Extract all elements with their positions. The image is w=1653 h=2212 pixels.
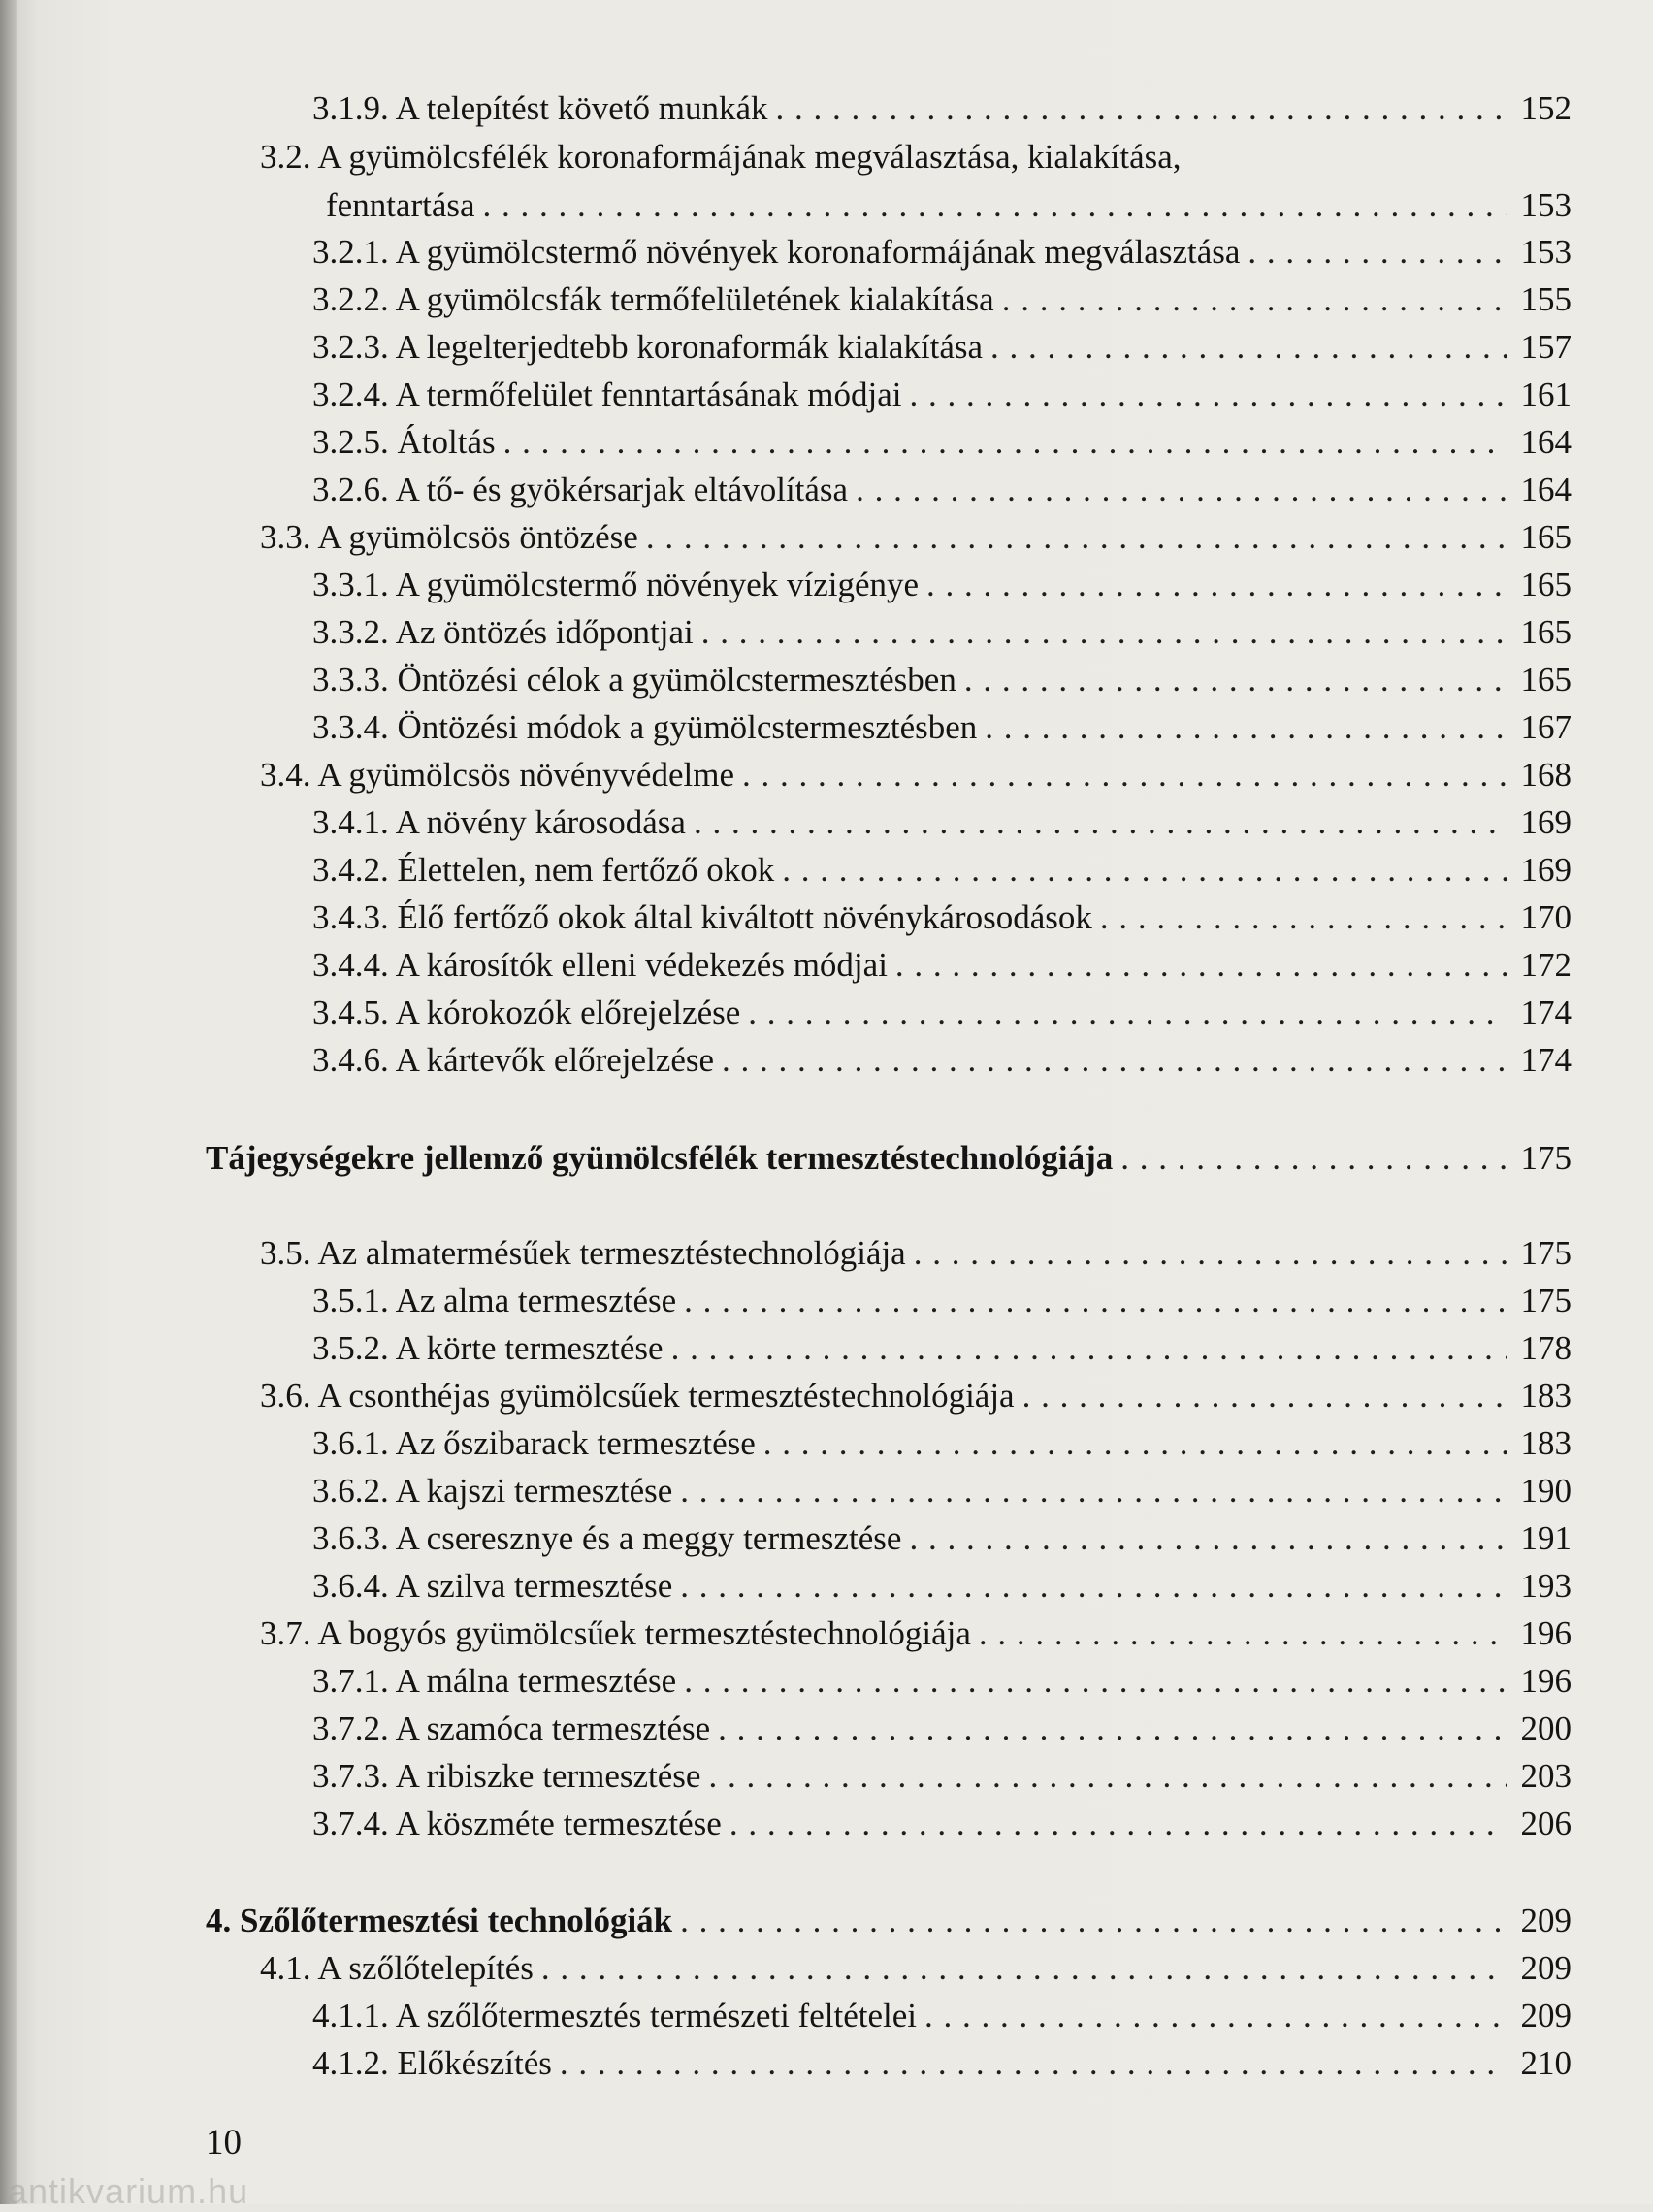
dot-leader [1022, 1373, 1507, 1419]
dot-leader [776, 85, 1507, 132]
toc-chapter-entry[interactable] [206, 1898, 1572, 1944]
dot-leader [646, 514, 1507, 561]
toc-entry-title: 3.5. Az almatermésűek termesztéstechnológiája [260, 1234, 906, 1272]
toc-entry[interactable] [260, 1610, 1572, 1657]
toc-entry-page: 161 [1520, 375, 1572, 413]
toc-entry-page: 175 [1520, 1139, 1572, 1177]
dot-leader [1120, 1135, 1507, 1182]
toc-entry-title: 3.1.9. A telepítést követő munkák [312, 89, 768, 127]
toc-entry-title: 3.2.6. A tő- és gyökérsarjak eltávolítása [312, 471, 849, 508]
toc-entry[interactable] [260, 1945, 1572, 1992]
dot-leader [895, 942, 1507, 989]
toc-entry[interactable] [312, 704, 1572, 751]
dot-leader [926, 562, 1507, 608]
toc-entry-title: 3.7.3. A ribiszke termesztése [312, 1757, 701, 1795]
dot-leader [560, 2040, 1507, 2087]
toc-entry-page: 190 [1520, 1472, 1572, 1510]
dot-leader [742, 752, 1507, 798]
dot-leader [671, 1325, 1507, 1372]
dot-leader [503, 419, 1507, 466]
toc-entry[interactable] [260, 752, 1572, 798]
toc-chapter-entry[interactable] [206, 1135, 1572, 1182]
toc-entry-page: 170 [1520, 898, 1572, 936]
toc-entry-title: 3.6.2. A kajszi termesztése [312, 1472, 673, 1510]
toc-entry-title: 3.2.1. A gyümölcstermő növények koronaformájának megválasztása [312, 233, 1241, 271]
toc-entry[interactable] [312, 419, 1572, 466]
toc-entry-page: 174 [1520, 1041, 1572, 1079]
toc-entry-title: 3.7.1. A málna termesztése [312, 1662, 677, 1700]
toc-entry-page: 209 [1520, 1902, 1572, 1939]
toc-entry-page: 153 [1520, 233, 1572, 271]
toc-entry-page: 165 [1520, 566, 1572, 603]
toc-entry-page: 165 [1520, 613, 1572, 651]
toc-entry-page: 152 [1520, 89, 1572, 127]
toc-entry[interactable] [312, 85, 1572, 132]
dot-leader [483, 182, 1507, 229]
toc-entry-page: 175 [1520, 1234, 1572, 1272]
toc-entry-title: 3.4.4. A károsítók elleni védekezés módjai [312, 946, 888, 984]
toc-entry-page: 155 [1520, 280, 1572, 318]
toc-entry[interactable] [312, 229, 1572, 276]
toc-entry-page: 206 [1520, 1805, 1572, 1842]
toc-entry-page: 165 [1520, 518, 1572, 556]
toc-entry[interactable] [312, 467, 1572, 513]
toc-entry-page: 183 [1520, 1424, 1572, 1462]
toc-entry-page: 203 [1520, 1757, 1572, 1795]
toc-entry[interactable] [312, 276, 1572, 323]
toc-entry-page: 191 [1520, 1519, 1572, 1557]
toc-entry-title: 3.5.2. A körte termesztése [312, 1329, 664, 1367]
dot-leader [680, 1468, 1507, 1514]
dot-leader [909, 1515, 1507, 1562]
toc-entry-title: fenntartása [326, 186, 475, 224]
toc-entry[interactable] [312, 895, 1572, 941]
dot-leader [708, 1753, 1507, 1800]
dot-leader [729, 1801, 1507, 1847]
toc-entry[interactable] [312, 1993, 1572, 2039]
dot-leader [979, 1610, 1507, 1657]
toc-entry-title: 4.1. A szőlőtelepítés [260, 1949, 534, 1987]
toc-entry-title: 3.6.4. A szilva termesztése [312, 1567, 673, 1605]
dot-leader [964, 657, 1507, 703]
dot-leader [748, 990, 1507, 1036]
toc-entry-page: 209 [1520, 1997, 1572, 2034]
toc-entry-page: 193 [1520, 1567, 1572, 1605]
toc-entry-title: 3.7. A bogyós gyümölcsűek termesztéstechnológiája [260, 1614, 971, 1652]
dot-leader [541, 1945, 1507, 1992]
dot-leader [909, 372, 1507, 418]
toc-entry[interactable] [312, 1801, 1572, 1847]
dot-leader [694, 799, 1507, 846]
dot-leader [763, 1420, 1507, 1467]
toc-entry-title: Tájegységekre jellemző gyümölcsfélék termesztéstechnológiája [206, 1139, 1114, 1177]
toc-entry-title: 3.7.2. A szamóca termesztése [312, 1709, 711, 1747]
dot-leader [701, 609, 1507, 656]
toc-entry-title: 3.2.5. Átoltás [312, 423, 496, 461]
toc-entry-page: 167 [1520, 708, 1572, 746]
toc-entry-title: 3.5.1. Az alma termesztése [312, 1282, 677, 1319]
toc-entry-page: 175 [1520, 1282, 1572, 1319]
dot-leader [722, 1037, 1507, 1084]
dot-leader [680, 1563, 1507, 1610]
toc-entry-page: 169 [1520, 851, 1572, 889]
toc-entry-title: 3.3.4. Öntözési módok a gyümölcstermesztésben [312, 708, 978, 746]
toc-entry-page: 165 [1520, 661, 1572, 699]
toc-entry[interactable] [260, 1230, 1572, 1277]
toc-entry-title: 3.7.4. A köszméte termesztése [312, 1805, 722, 1842]
toc-entry-title: 3.6.1. Az őszibarack termesztése [312, 1424, 756, 1462]
toc-entry[interactable] [312, 1706, 1572, 1752]
page-number: 10 [206, 2123, 242, 2163]
dot-leader [914, 1230, 1507, 1277]
toc-entry[interactable] [312, 1515, 1572, 1562]
dot-leader [1248, 229, 1507, 276]
dot-leader [718, 1706, 1507, 1752]
toc-entry-title: 3.4. A gyümölcsös növényvédelme [260, 756, 734, 794]
toc-entry[interactable] [326, 182, 1572, 229]
toc-entry[interactable] [312, 324, 1572, 371]
toc-entry[interactable] [312, 562, 1572, 608]
toc-entry-title: 3.2.3. A legelterjedtebb koronaformák kialakítása [312, 328, 984, 366]
toc-entry-page: 200 [1520, 1709, 1572, 1747]
toc-entry-title: 4.1.1. A szőlőtermesztés természeti feltételei [312, 1997, 917, 2034]
toc-entry[interactable] [312, 2040, 1572, 2087]
toc-entry-page: 210 [1520, 2044, 1572, 2082]
toc-entry[interactable] [312, 1278, 1572, 1324]
toc-entry-page: 168 [1520, 756, 1572, 794]
toc-entry-title: 4.1.2. Előkészítés [312, 2044, 552, 2082]
toc-entry[interactable] [312, 1658, 1572, 1705]
toc-entry-page: 196 [1520, 1662, 1572, 1700]
toc-entry-title: 3.2.4. A termőfelület fenntartásának módjai [312, 375, 902, 413]
dot-leader [680, 1898, 1507, 1944]
toc-entry-page: 153 [1520, 186, 1572, 224]
dot-leader [782, 847, 1507, 894]
toc-entry-title: 3.2.2. A gyümölcsfák termőfelületének kialakítása [312, 280, 994, 318]
toc-entry-title: 3.4.1. A növény károsodása [312, 803, 686, 841]
toc-entry-title: 3.6. A csonthéjas gyümölcsűek termesztéstechnológiája [260, 1377, 1015, 1415]
toc-entry[interactable] [312, 657, 1572, 703]
toc-entry[interactable] [312, 1563, 1572, 1610]
toc-entry-page: 172 [1520, 946, 1572, 984]
toc-entry-page: 164 [1520, 423, 1572, 461]
toc-entry-title: 3.4.5. A kórokozók előrejelzése [312, 993, 741, 1031]
toc-entry-page: 157 [1520, 328, 1572, 366]
toc-entry[interactable] [312, 609, 1572, 656]
toc-entry[interactable] [312, 1468, 1572, 1514]
toc-entry[interactable] [312, 847, 1572, 894]
toc-entry-title: 3.3.1. A gyümölcstermő növények vízigénye [312, 566, 920, 603]
dot-leader [1002, 276, 1507, 323]
toc-entry-page: 209 [1520, 1949, 1572, 1987]
dot-leader [985, 704, 1507, 751]
toc-entry[interactable] [312, 372, 1572, 418]
toc-entry[interactable] [312, 799, 1572, 846]
dot-leader [684, 1278, 1507, 1324]
toc-entry[interactable] [260, 1373, 1572, 1419]
toc-entry-title: 3.4.3. Élő fertőző okok által kiváltott növénykárosodások [312, 898, 1092, 936]
toc-entry-title-wrapped[interactable]: 3.2. A gyümölcsfélék koronaformájának megválasztása, kialakítása, [260, 138, 1182, 176]
toc-entry-title: 3.3.2. Az öntözés időpontjai [312, 613, 694, 651]
toc-entry-title: 4. Szőlőtermesztési technológiák [206, 1902, 673, 1939]
toc-entry[interactable] [312, 1420, 1572, 1467]
toc-entry-page: 196 [1520, 1614, 1572, 1652]
dot-leader [924, 1993, 1507, 2039]
dot-leader [856, 467, 1507, 513]
dot-leader [1100, 895, 1507, 941]
toc-entry[interactable] [312, 942, 1572, 989]
toc-entry-title: 3.6.3. A cseresznye és a meggy termesztése [312, 1519, 902, 1557]
toc-entry[interactable] [312, 1753, 1572, 1800]
toc-entry[interactable] [312, 990, 1572, 1036]
toc-entry[interactable] [312, 1325, 1572, 1372]
toc-entry-page: 169 [1520, 803, 1572, 841]
toc-entry-title: 3.4.6. A kártevők előrejelzése [312, 1041, 715, 1079]
watermark: antikvarium.hu [8, 2171, 249, 2211]
toc-entry[interactable] [260, 514, 1572, 561]
toc-entry[interactable] [312, 1037, 1572, 1084]
toc-entry-page: 183 [1520, 1377, 1572, 1415]
toc-entry-title: 3.4.2. Élettelen, nem fertőző okok [312, 851, 775, 889]
toc-entry-page: 174 [1520, 993, 1572, 1031]
dot-leader [990, 324, 1507, 371]
toc-entry-title: 3.3. A gyümölcsös öntözése [260, 518, 638, 556]
dot-leader [684, 1658, 1507, 1705]
toc-entry-title: 3.3.3. Öntözési célok a gyümölcstermesztésben [312, 661, 956, 699]
toc-entry-page: 164 [1520, 471, 1572, 508]
toc-entry-page: 178 [1520, 1329, 1572, 1367]
